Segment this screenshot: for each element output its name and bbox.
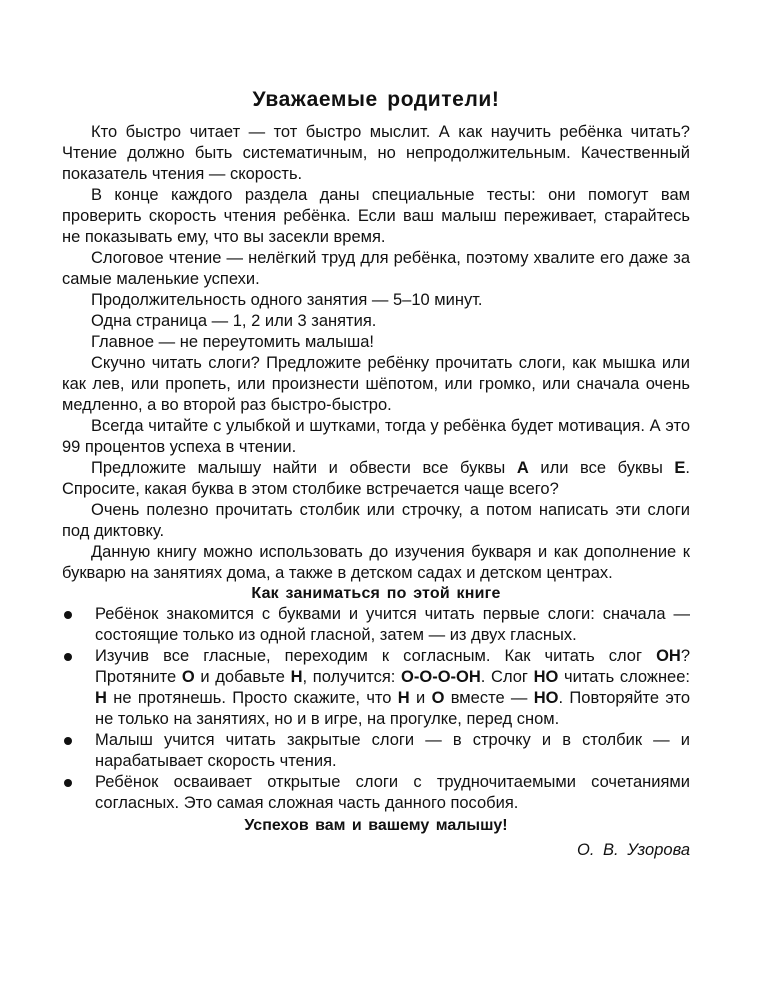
- paragraph-page-lessons: Одна страница — 1, 2 или 3 занятия.: [91, 312, 377, 330]
- text-fragment: читать сложнее:: [558, 668, 690, 686]
- list-item: [62, 646, 690, 730]
- bold-syllable: НО: [533, 689, 559, 707]
- paragraph-praise: Слоговое чтение — нелёгкий труд для ребёнка, поэтому хвалите его даже за самые маленькие успехи.: [62, 249, 690, 288]
- text-fragment: . Слог: [480, 668, 534, 686]
- paragraph-dictation: Очень полезно прочитать столбик или строчку, а потом написать эти слоги под диктовку.: [62, 501, 690, 540]
- bold-syllable: НО: [533, 668, 559, 686]
- bold-letter-e: Е: [674, 459, 686, 477]
- bold-letter: О: [181, 668, 195, 686]
- list-item: [62, 772, 690, 814]
- bullet-dot-icon: [64, 611, 72, 619]
- text-fragment: ? Протяните: [95, 647, 690, 686]
- paragraph-smile: Всегда читайте с улыбкой и шутками, тогда у ребёнка будет мотивация. А это 99 процентов успеха в чтении.: [62, 417, 690, 456]
- bold-letter: Н: [95, 689, 107, 707]
- author-signature: О. В. Узорова: [577, 841, 690, 859]
- page-title: Уважаемые родители!: [252, 88, 500, 111]
- text-fragment: не протянешь. Просто скажите, что: [106, 689, 398, 707]
- text-fragment: и добавьте: [194, 668, 291, 686]
- text-fragment: вместе —: [444, 689, 534, 707]
- list-item-text: Малыш учится читать закрытые слоги — в строчку и в столбик — и нарабатывает скорость чтения.: [95, 731, 690, 770]
- bold-letter: О: [431, 689, 445, 707]
- text-fragment: Изучив все гласные, переходим к согласным. Как читать слог: [95, 647, 657, 665]
- text-fragment: Предложите малышу найти и обвести все буквы: [91, 459, 517, 477]
- list-item: [62, 730, 690, 772]
- text-fragment: и: [409, 689, 432, 707]
- bold-letter: Н: [290, 668, 303, 686]
- section-subtitle: Как заниматься по этой книге: [251, 585, 501, 602]
- paragraph-tests: В конце каждого раздела даны специальные тесты: они помогут вам проверить скорость чтения ребёнка. Если ваш малыш переживает, старайтесь не показывать ему, что вы засекли время.: [62, 186, 690, 246]
- paragraph-find-letters: [62, 458, 690, 500]
- list-item-text: [95, 647, 690, 728]
- bold-syllable: О-О-О-ОН: [401, 668, 481, 686]
- bullet-dot-icon: [64, 737, 72, 745]
- paragraph-duration: Продолжительность одного занятия — 5–10 минут.: [91, 291, 483, 309]
- bullet-dot-icon: [64, 779, 72, 787]
- paragraph-boring-syllables: Скучно читать слоги? Предложите ребёнку прочитать слоги, как мышка или как лев, или пропеть, или произнести шёпотом, или громко, или сначала очень медленно, а во второй раз быстро-быстро.: [62, 354, 690, 414]
- paragraph-main-rule: Главное — не переутомить малыша!: [91, 333, 374, 351]
- text-fragment: . Повторяйте это не только на занятиях, но и в игре, на прогулке, перед сном.: [95, 689, 691, 728]
- text-fragment: или все буквы: [528, 459, 675, 477]
- paragraph-intro: Кто быстро читает — тот быстро мыслит. А как научить ребёнка читать? Чтение должно быть систематичным, но непродолжительным. Качественный показатель чтения — скорость.: [62, 123, 690, 183]
- bold-letter: Н: [397, 689, 410, 707]
- bullet-dot-icon: [64, 653, 72, 661]
- page-content: [62, 88, 690, 860]
- bold-letter-a: А: [516, 459, 529, 477]
- instructions-list: [62, 604, 690, 814]
- closing-wish: Успехов вам и вашему малышу!: [244, 817, 508, 834]
- paragraph-usage: Данную книгу можно использовать до изучения букваря и как дополнение к букварю на занятиях дома, а также в детском садах и детском центрах.: [62, 543, 690, 582]
- text-fragment: , получится:: [302, 668, 402, 686]
- list-item: [62, 604, 690, 646]
- text-fragment: . Спросите, какая буква в этом столбике встречается чаще всего?: [62, 459, 691, 498]
- list-item-text: Ребёнок знакомится с буквами и учится читать первые слоги: сначала — состоящие только из одной гласной, затем — из двух гласных.: [95, 605, 690, 644]
- bold-syllable: ОН: [656, 647, 681, 665]
- list-item-text: Ребёнок осваивает открытые слоги с трудночитаемыми сочетаниями согласных. Это самая сложная часть данного пособия.: [95, 773, 690, 812]
